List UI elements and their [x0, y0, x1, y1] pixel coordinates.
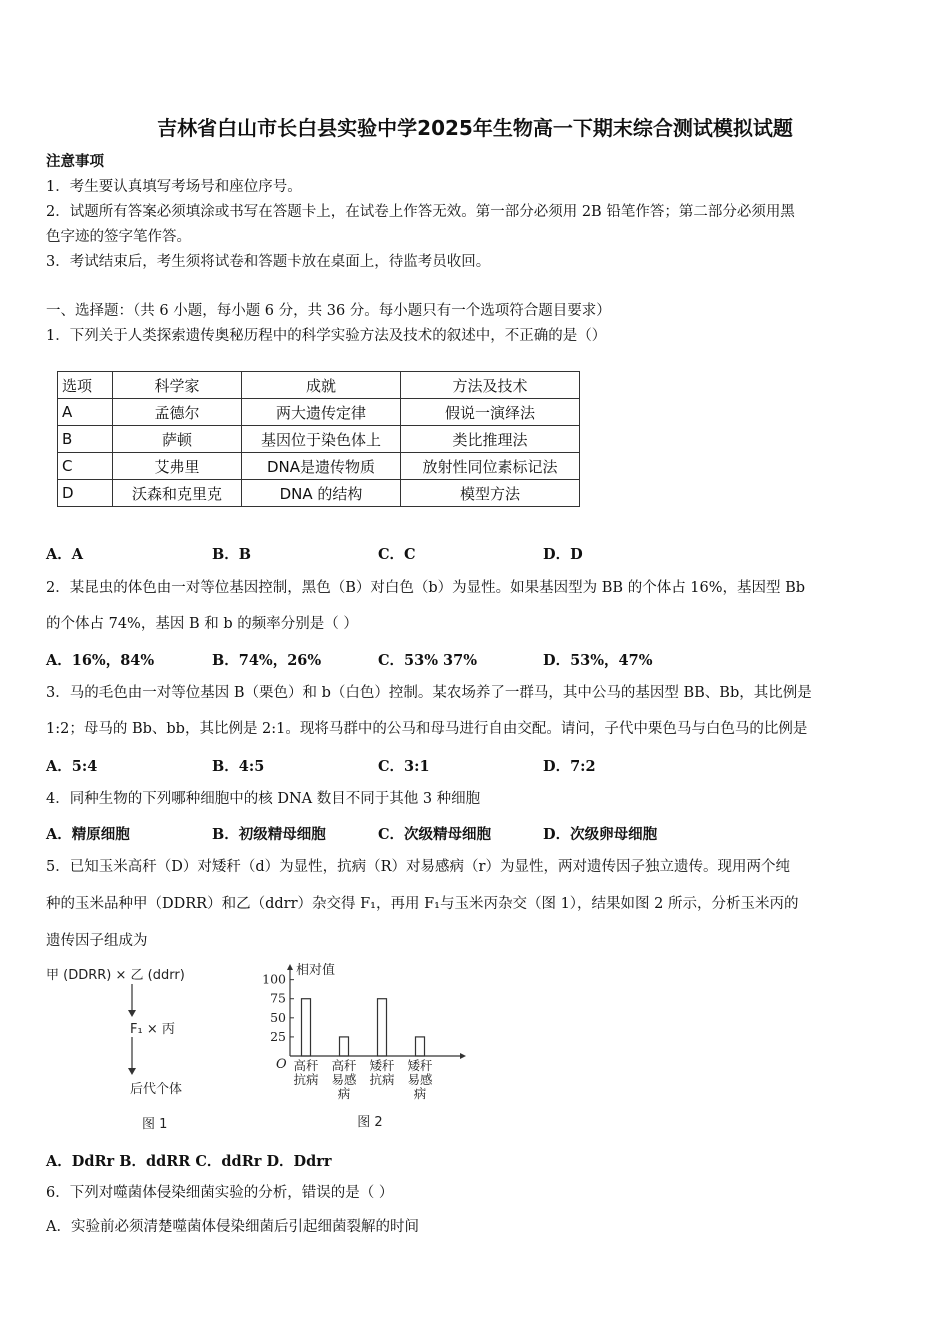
bar: [378, 999, 387, 1056]
question-2-line: 的个体占 74%，基因 B 和 b 的频率分别是（ ）: [46, 616, 358, 632]
table-cell: 放射性同位素标记法: [401, 453, 580, 480]
notice-item: 1．考生要认真填写考场号和座位序号。: [46, 179, 302, 195]
table-cell: D: [58, 480, 113, 507]
question-1-stem: 1．下列关于人类探索遗传奥秘历程中的科学实验方法及技术的叙述中，不正确的是（）: [46, 328, 607, 344]
q1-table: [57, 371, 580, 507]
q2-option-a: A．16%，84%: [46, 652, 155, 669]
section-heading: 一、选择题：（共 6 小题，每小题 6 分，共 36 分。每小题只有一个选项符合题目要求）: [46, 303, 611, 319]
q1-option-d: D．D: [543, 546, 583, 563]
x-tick-label: 病: [413, 1086, 427, 1101]
table-cell: C: [58, 453, 113, 480]
table-row: [58, 453, 580, 480]
q1-option-b: B．B: [212, 546, 252, 563]
q4-option-d: D．次级卵母细胞: [543, 826, 658, 843]
table-cell: 沃森和克里克: [113, 480, 242, 507]
table-cell: 孟德尔: [113, 399, 242, 426]
q2-option-b: B．74%，26%: [212, 652, 322, 669]
table-header: 选项: [58, 372, 113, 399]
question-5-line: 遗传因子组成为: [46, 933, 148, 949]
x-tick-label: 易感: [407, 1072, 433, 1087]
notice-heading: 注意事项: [46, 153, 104, 170]
table-header: 方法及技术: [401, 372, 580, 399]
bar: [340, 1037, 349, 1056]
table-cell: 基因位于染色体上: [242, 426, 401, 453]
x-tick-label: 易感: [331, 1072, 357, 1087]
notice-item: 色字迹的签字笔作答。: [46, 229, 191, 245]
table-cell: 萨顿: [113, 426, 242, 453]
fig1-f1: F₁ × 丙: [130, 1022, 175, 1037]
question-4-stem: 4．同种生物的下列哪种细胞中的核 DNA 数目不同于其他 3 种细胞: [46, 791, 481, 807]
notice-item: 3．考试结束后，考生须将试卷和答题卡放在桌面上，待监考员收回。: [46, 254, 491, 270]
q3-option-d: D．7:2: [543, 758, 596, 775]
table-header: 科学家: [113, 372, 242, 399]
question-5-line: 5．已知玉米高秆（D）对矮秆（d）为显性，抗病（R）对易感病（r）为显性，两对遗传因子独立遗传。现用两个纯: [46, 859, 790, 875]
y-axis-arrow: [287, 964, 293, 970]
table-cell: A: [58, 399, 113, 426]
y-axis-label: 相对值: [296, 963, 336, 978]
fig2-caption: 图 2: [357, 1115, 383, 1130]
table-cell: 假说一演绎法: [401, 399, 580, 426]
question-3-line: 3．马的毛色由一对等位基因 B（栗色）和 b（白色）控制。某农场养了一群马，其中公马的基因型 BB、Bb，其比例是: [46, 685, 812, 701]
table-cell: 两大遗传定律: [242, 399, 401, 426]
bar: [302, 999, 311, 1056]
x-axis-arrow: [460, 1053, 466, 1059]
page-title: 吉林省白山市长白县实验中学2025年生物高一下期末综合测试模拟试题: [157, 116, 793, 140]
q3-option-b: B．4:5: [212, 758, 265, 775]
bar: [416, 1037, 425, 1056]
fig1-cross: 甲 (DDRR) × 乙 (ddrr): [46, 968, 185, 983]
q5-options: A．DdRr B．ddRR C．ddRr D．Ddrr: [46, 1153, 332, 1170]
fig1-caption: 图 1: [142, 1117, 168, 1132]
question-3-line: 1:2；母马的 Bb、bb，其比例是 2:1。现将马群中的公马和母马进行自由交配。请问，子代中栗色马与白色马的比例是: [46, 721, 808, 737]
origin-label: O: [276, 1057, 287, 1072]
y-tick-label: 75: [270, 990, 286, 1006]
q2-option-d: D．53%，47%: [543, 652, 653, 669]
fig2-bar-chart: [255, 960, 470, 1135]
x-tick-label: 矮秆: [369, 1058, 395, 1073]
q1-option-a: A．A: [46, 546, 84, 563]
question-6-stem: 6．下列对噬菌体侵染细菌实验的分析，错误的是（ ）: [46, 1185, 394, 1201]
q4-option-a: A．精原细胞: [46, 826, 130, 843]
y-tick-label: 25: [270, 1028, 286, 1044]
table-row: [58, 399, 580, 426]
q3-option-c: C．3:1: [378, 758, 430, 775]
fig1-offspring: 后代个体: [130, 1082, 183, 1097]
x-tick-label: 抗病: [369, 1072, 395, 1087]
table-row: [58, 480, 580, 507]
table-header-row: [58, 372, 580, 399]
question-5-line: 种的玉米品种甲（DDRR）和乙（ddrr）杂交得 F₁，再用 F₁与玉米丙杂交（图 1），结果如图 2 所示，分析玉米丙的: [46, 896, 799, 912]
q3-option-a: A．5:4: [46, 758, 98, 775]
table-cell: 模型方法: [401, 480, 580, 507]
table-cell: DNA是遗传物质: [242, 453, 401, 480]
q2-option-c: C．53% 37%: [378, 652, 478, 669]
question-2-line: 2．某昆虫的体色由一对等位基因控制，黑色（B）对白色（b）为显性。如果基因型为 BB 的个体占 16%，基因型 Bb: [46, 580, 806, 596]
x-tick-label: 抗病: [293, 1072, 319, 1087]
table-cell: DNA 的结构: [242, 480, 401, 507]
y-tick-label: 50: [270, 1009, 286, 1025]
q4-option-c: C．次级精母细胞: [378, 826, 492, 843]
table-cell: 艾弗里: [113, 453, 242, 480]
y-tick-label: 100: [262, 971, 286, 987]
table-cell: 类比推理法: [401, 426, 580, 453]
q1-option-c: C．C: [378, 546, 416, 563]
x-tick-label: 高秆: [331, 1058, 357, 1073]
notice-item: 2．试题所有答案必须填涂或书写在答题卡上，在试卷上作答无效。第一部分必须用 2B 铅笔作答；第二部分必须用黑: [46, 204, 795, 220]
x-tick-label: 高秆: [293, 1058, 319, 1073]
table-cell: B: [58, 426, 113, 453]
x-tick-label: 病: [337, 1086, 351, 1101]
table-row: [58, 426, 580, 453]
q4-option-b: B．初级精母细胞: [212, 826, 326, 843]
table-header: 成就: [242, 372, 401, 399]
x-tick-label: 矮秆: [407, 1058, 433, 1073]
q6-option-a: A．实验前必须清楚噬菌体侵染细菌后引起细菌裂解的时间: [46, 1219, 419, 1235]
